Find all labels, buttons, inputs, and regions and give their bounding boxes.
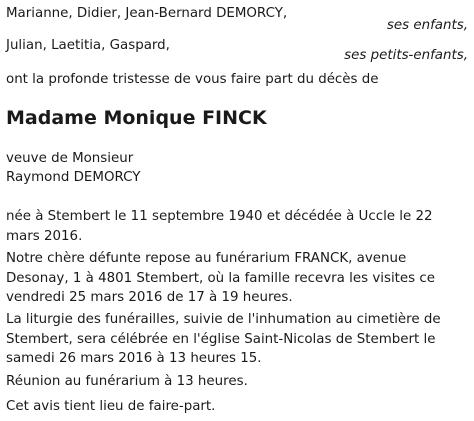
- notice-paragraph: Cet avis tient lieu de faire-part.: [6, 399, 216, 414]
- funeral-home-paragraph: Notre chère défunte repose au funérarium FRANCK, avenue Desonay, 1 à 4801 Stembert, où la famille recevra les visites ce vendredi 25 mars 2016 de 17 à 19 heures.: [6, 251, 435, 305]
- grandchildren-label: ses petits-enfants,: [344, 48, 468, 63]
- announcement-text: ont la profonde tristesse de vous faire part du décès de: [6, 72, 379, 87]
- widow-line-2: Raymond DEMORCY: [6, 170, 141, 185]
- deceased-name: Madame Monique FINCK: [6, 107, 267, 129]
- grandchildren-names: Julian, Laetitia, Gaspard,: [6, 38, 170, 53]
- liturgy-paragraph: La liturgie des funérailles, suivie de l'inhumation au cimetière de Stembert, sera célébrée en l'église Saint-Nicolas de Stembert le samedi 26 mars 2016 à 13 heures 15.: [6, 312, 441, 366]
- birth-death-paragraph: née à Stembert le 11 septembre 1940 et décédée à Uccle le 22 mars 2016.: [6, 209, 433, 244]
- meeting-paragraph: Réunion au funérarium à 13 heures.: [6, 374, 248, 389]
- widow-line-1: veuve de Monsieur: [6, 151, 134, 166]
- children-label: ses enfants,: [386, 18, 468, 33]
- children-names: Marianne, Didier, Jean-Bernard DEMORCY,: [6, 6, 288, 21]
